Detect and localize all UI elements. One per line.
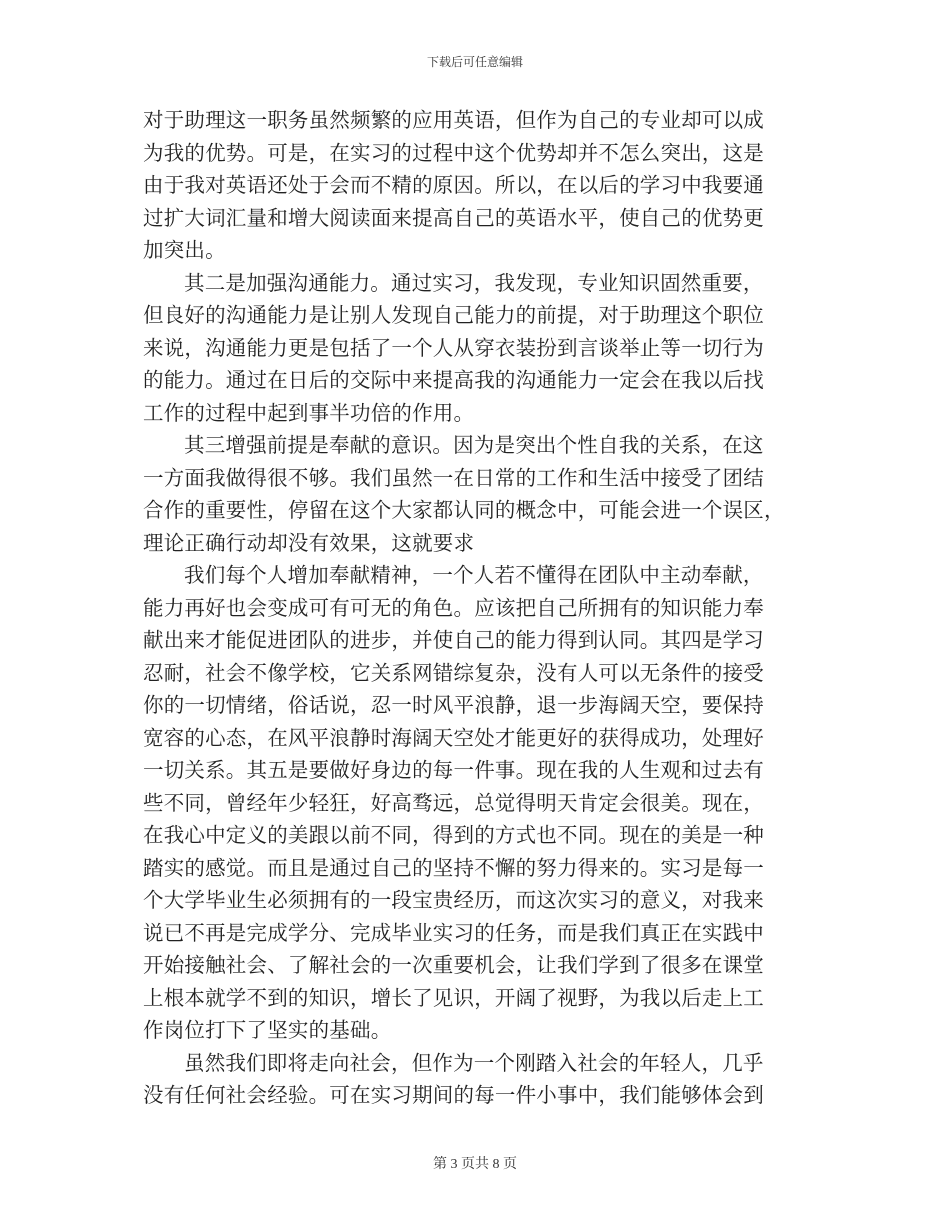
text-line: 在我心中定义的美跟以前不同，得到的方式也不同。现在的美是一种 bbox=[143, 823, 764, 847]
text-line: 踏实的感觉。而且是通过自己的坚持不懈的努力得来的。实习是每一 bbox=[143, 855, 764, 880]
text-line: 为我的优势。可是，在实习的过程中这个优势却并不怎么突出，这是 bbox=[143, 140, 764, 165]
text-line: 献出来才能促进团队的进步，并使自己的能力得到认同。其四是学习 bbox=[143, 628, 764, 652]
text-line: 能力再好也会变成可有可无的角色。应该把自己所拥有的知识能力奉 bbox=[143, 595, 764, 620]
page-header-note: 下载后可任意编辑 bbox=[426, 55, 523, 69]
text-line: 作岗位打下了坚实的基础。 bbox=[143, 1018, 392, 1042]
text-line: 说已不再是完成学分、完成毕业实习的任务，而是我们真正在实践中 bbox=[143, 920, 764, 945]
text-line: 加突出。 bbox=[143, 238, 226, 262]
text-line: 其二是加强沟通能力。通过实习，我发现，专业知识固然重要， bbox=[184, 270, 764, 295]
text-line: 宽容的心态，在风平浪静时海阔天空处才能更好的获得成功，处理好 bbox=[143, 725, 764, 750]
text-line: 其三增强前提是奉献的意识。因为是突出个性自我的关系，在这 bbox=[184, 433, 764, 457]
document-body bbox=[143, 104, 823, 1112]
text-line: 上根本就学不到的知识，增长了见识，开阔了视野，为我以后走上工 bbox=[143, 985, 764, 1010]
text-line: 合作的重要性，停留在这个大家都认同的概念中，可能会进一个误区， bbox=[143, 498, 785, 522]
text-line: 个大学毕业生必须拥有的一段宝贵经历，而这次实习的意义，对我来 bbox=[143, 888, 764, 912]
text-line: 没有任何社会经验。可在实习期间的每一件小事中，我们能够体会到 bbox=[143, 1083, 764, 1107]
text-line: 我们每个人增加奉献精神，一个人若不懂得在团队中主动奉献， bbox=[184, 563, 764, 587]
text-line: 忍耐，社会不像学校，它关系网错综复杂，没有人可以无条件的接受 bbox=[143, 660, 764, 685]
text-line: 对于助理这一职务虽然频繁的应用英语，但作为自己的专业却可以成 bbox=[143, 108, 764, 132]
text-line: 工作的过程中起到事半功倍的作用。 bbox=[143, 400, 475, 425]
text-line: 理论正确行动却没有效果，这就要求 bbox=[143, 530, 475, 555]
text-line: 由于我对英语还处于会而不精的原因。所以，在以后的学习中我要通 bbox=[143, 173, 764, 197]
text-line: 来说，沟通能力更是包括了一个人从穿衣装扮到言谈举止等一切行为 bbox=[143, 335, 764, 360]
text-line: 过扩大词汇量和增大阅读面来提高自己的英语水平，使自己的优势更 bbox=[143, 205, 764, 230]
page-number-footer: 第 3 页共 8 页 bbox=[433, 1157, 517, 1172]
text-line: 的能力。通过在日后的交际中来提高我的沟通能力一定会在我以后找 bbox=[143, 368, 764, 392]
text-line: 一方面我做得很不够。我们虽然一在日常的工作和生活中接受了团结 bbox=[143, 465, 764, 490]
text-line: 虽然我们即将走向社会，但作为一个刚踏入社会的年轻人，几乎 bbox=[184, 1050, 764, 1075]
text-line: 一切关系。其五是要做好身边的每一件事。现在我的人生观和过去有 bbox=[143, 758, 764, 782]
text-line: 你的一切情绪，俗话说，忍一时风平浪静，退一步海阔天空，要保持 bbox=[143, 693, 764, 717]
text-line: 开始接触社会、了解社会的一次重要机会，让我们学到了很多在课堂 bbox=[143, 953, 764, 977]
text-line: 些不同，曾经年少轻狂，好高骛远，总觉得明天肯定会很美。现在， bbox=[143, 790, 764, 815]
text-line: 但良好的沟通能力是让别人发现自己能力的前提，对于助理这个职位 bbox=[143, 303, 764, 327]
